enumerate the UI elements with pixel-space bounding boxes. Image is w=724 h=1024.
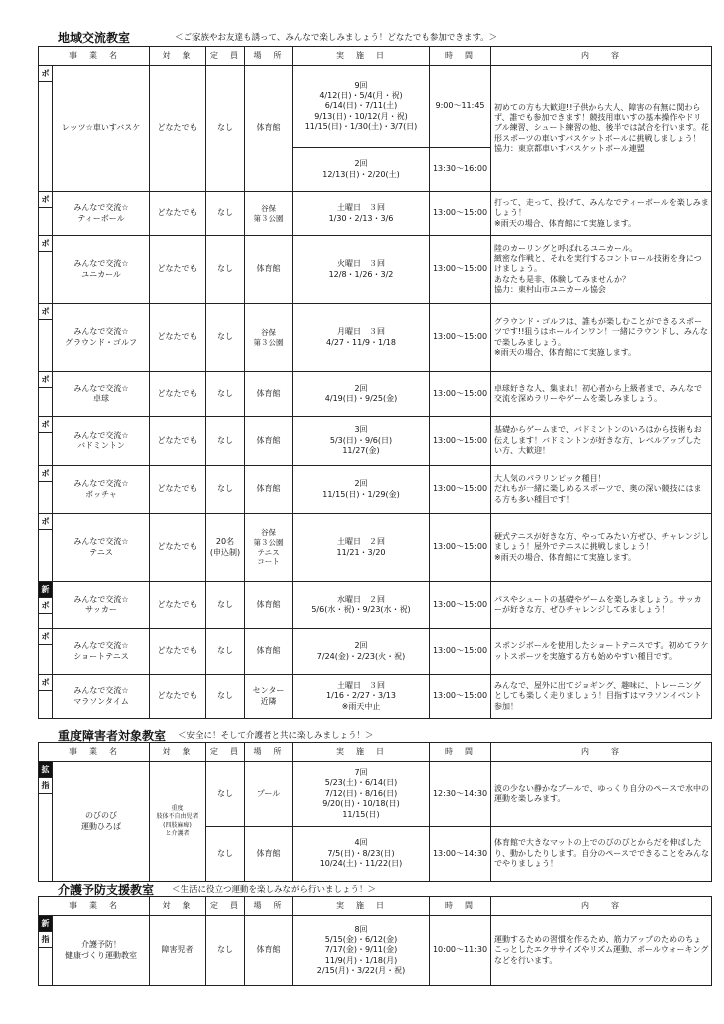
time-cell: 12:30～14:30 <box>430 762 491 827</box>
table-row <box>39 514 712 582</box>
table-header-row <box>39 743 712 762</box>
place-cell: プール <box>245 762 293 827</box>
dates-cell: 2回 4/19(日)・9/25(金) <box>293 372 430 417</box>
target-cell: どなたでも <box>150 582 206 629</box>
volunteer-badge: ボ <box>39 675 53 691</box>
schedule-table-community <box>38 46 712 719</box>
capacity-cell: なし <box>206 582 245 629</box>
dates-cell: 月曜日 ３回 4/27・11/9・1/18 <box>293 304 430 372</box>
volunteer-badge: ボ <box>39 304 53 320</box>
time-cell: 13:00～15:00 <box>430 582 491 629</box>
program-name: みんなで交流☆ グラウンド・ゴルフ <box>53 304 150 372</box>
volunteer-badge: ボ <box>39 466 53 482</box>
time-cell: 13:00～15:00 <box>430 514 491 582</box>
capacity-cell: なし <box>206 466 245 514</box>
capacity-cell: なし <box>206 236 245 304</box>
target-cell: どなたでも <box>150 417 206 466</box>
header-time: 時 間 <box>430 47 491 66</box>
target-cell: どなたでも <box>150 236 206 304</box>
dates-cell: 土曜日 ２回 11/21・3/20 <box>293 514 430 582</box>
capacity-cell: なし <box>206 372 245 417</box>
header-name: 事 業 名 <box>39 743 150 762</box>
time-cell: 13:30～16:00 <box>430 148 491 192</box>
volunteer-badge: ボ <box>39 514 53 530</box>
new-badge: 新 <box>39 916 53 932</box>
description-cell: 打って、走って、投げて、みんなでティーボールを楽しみましょう！ ※雨天の場合、体育館にて実施します。 <box>491 192 712 236</box>
header-time: 時 間 <box>430 743 491 762</box>
badge-cell <box>39 582 53 629</box>
table-row <box>39 916 712 986</box>
volunteer-badge: ボ <box>39 192 53 208</box>
section-title: 重度障害者対象教室 <box>58 729 167 743</box>
badge-cell <box>39 514 53 582</box>
program-name: みんなで交流☆ サッカー <box>53 582 150 629</box>
dates-cell: 2回 12/13(日)・2/20(土) <box>293 148 430 192</box>
section-note: ＜安全に！そして介護者と共に楽しみましょう！＞ <box>178 731 374 741</box>
badge-cell <box>39 304 53 372</box>
time-cell: 10:00～11:30 <box>430 916 491 986</box>
table-row <box>39 192 712 236</box>
capacity-cell: なし <box>206 304 245 372</box>
target-cell: どなたでも <box>150 304 206 372</box>
header-target: 対 象 <box>150 47 206 66</box>
header-capacity: 定 員 <box>206 47 245 66</box>
capacity-cell: 20名 (申込制) <box>206 514 245 582</box>
program-name: のびのび 運動ひろば <box>53 762 150 882</box>
dates-cell: 水曜日 ２回 5/6(水・祝)・9/23(水・祝) <box>293 582 430 629</box>
header-place: 場 所 <box>245 743 293 762</box>
time-cell: 13:00～15:00 <box>430 466 491 514</box>
place-cell: 体育館 <box>245 466 293 514</box>
time-cell: 13:00～15:00 <box>430 192 491 236</box>
table-row <box>39 466 712 514</box>
place-cell: 体育館 <box>245 827 293 882</box>
time-cell: 13:00～15:00 <box>430 304 491 372</box>
volunteer-badge: ボ <box>39 372 53 388</box>
header-target: 対 象 <box>150 743 206 762</box>
program-name: レッツ☆車いすバスケ <box>53 66 150 192</box>
place-cell: 体育館 <box>245 417 293 466</box>
target-cell: どなたでも <box>150 629 206 675</box>
time-cell: 13:00～15:00 <box>430 629 491 675</box>
dates-cell: 9回 4/12(日)・5/4(月・祝) 6/14(日)・7/11(土) 9/13(日)・10/12(月・祝) 11/15(日)・1/30(土)・3/7(日) <box>293 66 430 148</box>
place-cell: 体育館 <box>245 66 293 192</box>
dates-cell: 7回 5/23(土)・6/14(日) 7/12(日)・8/16(日) 9/20(日)・10/18(日) 11/15(日) <box>293 762 430 827</box>
expanded-badge: 拡 <box>39 762 53 778</box>
volunteer-badge: ボ <box>39 66 53 82</box>
dates-cell: 8回 5/15(金)・6/12(金) 7/17(金)・9/11(金) 11/9(月)・1/18(月) 2/15(月)・3/22(月・祝) <box>293 916 430 986</box>
target-cell: どなたでも <box>150 66 206 192</box>
capacity-cell: なし <box>206 629 245 675</box>
place-cell: 体育館 <box>245 372 293 417</box>
place-cell: 体育館 <box>245 236 293 304</box>
badge-cell <box>39 916 53 986</box>
header-dates: 実 施 日 <box>293 897 430 916</box>
program-name: みんなで交流☆ ユニカール <box>53 236 150 304</box>
program-name: みんなで交流☆ 卓球 <box>53 372 150 417</box>
capacity-cell: なし <box>206 675 245 719</box>
description-cell: 体育館で大きなマットの上でのびのびとからだを伸ばしたり、動かしたりします。自分のペースでできることをみんなでやりましょう！ <box>491 827 712 882</box>
dates-cell: 3回 5/3(日)・9/6(日) 11/27(金) <box>293 417 430 466</box>
header-name: 事 業 名 <box>39 47 150 66</box>
description-cell: 基礎からゲームまで、バドミントンのいろはから技術もお伝えします！バドミントンが好きな方、レベルアップしたい方、大歓迎！ <box>491 417 712 466</box>
dates-cell: 2回 7/24(金)・2/23(火・祝) <box>293 629 430 675</box>
schedule-table-care-prevention <box>38 896 712 986</box>
table-row <box>39 629 712 675</box>
header-target: 対 象 <box>150 897 206 916</box>
dates-cell: 火曜日 ３回 12/8・1/26・3/2 <box>293 236 430 304</box>
table-row <box>39 236 712 304</box>
badge-cell <box>39 675 53 719</box>
program-name: みんなで交流☆ マラソンタイム <box>53 675 150 719</box>
dates-cell: 4回 7/5(日)・8/23(日) 10/24(土)・11/22(日) <box>293 827 430 882</box>
badge-cell <box>39 192 53 236</box>
table-row <box>39 66 712 148</box>
section-title: 地域交流教室 <box>58 31 131 45</box>
dates-cell: 土曜日 ３回 1/30・2/13・3/6 <box>293 192 430 236</box>
target-cell: どなたでも <box>150 372 206 417</box>
capacity-cell: なし <box>206 762 245 827</box>
volunteer-badge: ボ <box>39 236 53 252</box>
badge-cell <box>39 466 53 514</box>
badge-cell <box>39 629 53 675</box>
time-cell: 9:00～11:45 <box>430 66 491 148</box>
target-cell: どなたでも <box>150 466 206 514</box>
program-name: みんなで交流☆ ボッチャ <box>53 466 150 514</box>
place-cell: 谷保 第３公園 テニス コート <box>245 514 293 582</box>
table-row <box>39 304 712 372</box>
program-name: 介護予防！ 健康づくり運動教室 <box>53 916 150 986</box>
description-cell: 運動するための習慣を作るため、筋力アップのためのちょこっとしたエクササイズやリズム運動、ポールウォーキングなどを行います。 <box>491 916 712 986</box>
schedule-table-severe-disability <box>38 742 712 882</box>
table-row <box>39 675 712 719</box>
place-cell: 谷保 第３公園 <box>245 304 293 372</box>
new-badge: 新 <box>39 582 53 598</box>
capacity-cell: なし <box>206 417 245 466</box>
badge-cell <box>39 372 53 417</box>
header-time: 時 間 <box>430 897 491 916</box>
section-note: ＜ご家族やお友達も誘って、みんなで楽しみましょう！どなたでも参加できます。＞ <box>175 33 498 43</box>
place-cell: 谷保 第３公園 <box>245 192 293 236</box>
time-cell: 13:00～15:00 <box>430 236 491 304</box>
table-row <box>39 762 712 827</box>
program-name: みんなで交流☆ バドミントン <box>53 417 150 466</box>
volunteer-badge: ボ <box>39 629 53 645</box>
capacity-cell: なし <box>206 66 245 192</box>
header-dates: 実 施 日 <box>293 47 430 66</box>
target-cell: どなたでも <box>150 675 206 719</box>
description-cell: 初めての方も大歓迎!!子供から大人、障害の有無に関わらず、誰でも参加できます！競技用車いすの基本操作やドリブル練習、シュート練習の他、後半では試合を行います。花形スポーツの車いすバスケットボールに挑戦しましょう！ 協力：東京都車いすバスケットボール連盟 <box>491 66 712 192</box>
place-cell: 体育館 <box>245 916 293 986</box>
program-name: みんなで交流☆ ショートテニス <box>53 629 150 675</box>
table-row <box>39 417 712 466</box>
dates-cell: 2回 11/15(日)・1/29(金) <box>293 466 430 514</box>
section-note: ＜生活に役立つ運動を楽しみながら行いましょう！＞ <box>172 885 377 895</box>
table-header-row <box>39 47 712 66</box>
place-cell: 体育館 <box>245 629 293 675</box>
time-cell: 13:00～15:00 <box>430 417 491 466</box>
instruction-badge: 指 <box>39 778 53 794</box>
capacity-cell: なし <box>206 916 245 986</box>
description-cell: 卓球好きな人、集まれ！初心者から上級者まで、みんなで交流を深めラリーやゲームを楽しみましょう。 <box>491 372 712 417</box>
badge-cell <box>39 762 53 882</box>
capacity-cell: なし <box>206 192 245 236</box>
volunteer-badge: ボ <box>39 598 53 614</box>
target-cell: 障害児者 <box>150 916 206 986</box>
time-cell: 13:00～14:30 <box>430 827 491 882</box>
description-cell: スポンジボールを使用したショートテニスです。初めてラケットスポーツを実施する方も始めやすい種目です。 <box>491 629 712 675</box>
header-capacity: 定 員 <box>206 897 245 916</box>
program-name: みんなで交流☆ テニス <box>53 514 150 582</box>
section-title: 介護予防支援教室 <box>58 883 155 897</box>
target-cell: どなたでも <box>150 514 206 582</box>
time-cell: 13:00～15:00 <box>430 372 491 417</box>
description-cell: みんなで、屋外に出てジョギング、趣味に、トレーニングとしても楽しく走りましょう！目指すはマラソンイベント参加！ <box>491 675 712 719</box>
time-cell: 13:00～15:00 <box>430 675 491 719</box>
header-content: 内 容 <box>491 897 712 916</box>
description-cell: 波の少ない静かなプールで、ゆっくり自分のペースで水中の運動を楽しみます。 <box>491 762 712 827</box>
description-cell: 大人気のパラリンピック種目！ だれもが一緒に楽しめるスポーツで、奥の深い競技にはまる方も多い種目です！ <box>491 466 712 514</box>
header-content: 内 容 <box>491 743 712 762</box>
place-cell: センター 近隣 <box>245 675 293 719</box>
header-place: 場 所 <box>245 47 293 66</box>
capacity-cell: なし <box>206 827 245 882</box>
description-cell: グラウンド・ゴルフは、誰もが楽しむことができるスポーツです!!狙うはホールインワン！一緒にラウンドし、みんなで楽しみましょう。 ※雨天の場合、体育館にて実施します。 <box>491 304 712 372</box>
badge-cell <box>39 417 53 466</box>
description-cell: パスやシュートの基礎やゲームを楽しみましょう。サッカーが好きな方、ぜひチャレンジしてみましょう！ <box>491 582 712 629</box>
header-content: 内 容 <box>491 47 712 66</box>
place-cell: 体育館 <box>245 582 293 629</box>
volunteer-badge: ボ <box>39 417 53 433</box>
badge-cell <box>39 236 53 304</box>
program-name: みんなで交流☆ ティーボール <box>53 192 150 236</box>
description-cell: 陸のカーリングと呼ばれるユニカール。 緻密な作戦と、それを実行するコントロール技術を身につけましょう。 あなたも是非、体験してみませんか？ 協力：東村山市ユニカール協会 <box>491 236 712 304</box>
table-row <box>39 582 712 629</box>
badge-cell <box>39 66 53 192</box>
table-header-row <box>39 897 712 916</box>
dates-cell: 土曜日 ３回 1/16・2/27・3/13 ※雨天中止 <box>293 675 430 719</box>
instruction-badge: 指 <box>39 932 53 948</box>
header-capacity: 定 員 <box>206 743 245 762</box>
header-name: 事 業 名 <box>39 897 150 916</box>
header-place: 場 所 <box>245 897 293 916</box>
table-row <box>39 372 712 417</box>
target-cell: どなたでも <box>150 192 206 236</box>
description-cell: 硬式テニスが好きな方、やってみたい方ぜひ、チャレンジしましょう！屋外でテニスに挑戦しましょう！ ※雨天の場合、体育館にて実施します。 <box>491 514 712 582</box>
target-cell: 重度 肢体不自由児者 (四肢麻痺) と介護者 <box>150 762 206 882</box>
header-dates: 実 施 日 <box>293 743 430 762</box>
